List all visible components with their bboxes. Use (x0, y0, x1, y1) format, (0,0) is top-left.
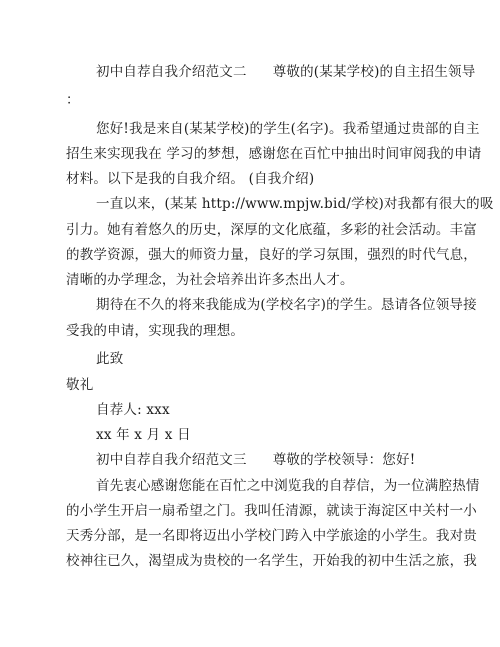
essay3-para1-line4: 校神往已久，渴望成为贵校的一名学生，开始我的初中生活之旅，我 (66, 553, 477, 569)
essay2-para2-line2: 引力。她有着悠久的历史，深厚的文化底蕴，多彩的社会活动。丰富 (66, 222, 477, 238)
essay2-greeting-tail: ： (66, 92, 80, 108)
signature-date: xx 年 x 月 x 日 (96, 427, 191, 443)
essay2-para1-line1: 您好!我是来自(某某学校)的学生(名字)。我希望通过贵部的自主 (96, 121, 480, 137)
essay2-title: 初中自荐自我介绍范文二 (96, 64, 247, 80)
essay3-greeting: 尊敬的学校领导：您好! (272, 452, 416, 468)
closing-salutation: 此致 (96, 351, 124, 367)
essay2-para2-line4: 清晰的办学理念，为社会培养出许多杰出人才。 (66, 272, 354, 288)
essay2-para2-line1: 一直以来，(某某 http://www.mpjw.bid/学校)对我都有很大的吸 (96, 196, 494, 212)
essay2-title-line (96, 63, 475, 81)
essay2-para3-line1: 期待在不久的将来我能成为(学校名字)的学生。恳请各位领导接 (96, 297, 477, 313)
essay3-title-line (96, 451, 415, 469)
essay3-title: 初中自荐自我介绍范文三 (96, 452, 247, 468)
essay3-para1-line2: 的小学生开启一扇希望之门。我叫任清源，就读于海淀区中关村一小 (66, 503, 477, 519)
essay2-para3-line2: 受我的申请，实现我的理想。 (66, 323, 245, 339)
essay2-greeting: 尊敬的(某某学校)的自主招生领导 (272, 64, 476, 80)
signer: 自荐人: xxx (96, 402, 170, 418)
essay2-para2-line3: 的教学资源，强大的师资力量，良好的学习氛围，强烈的时代气息， (66, 247, 477, 263)
essay3-para1-line3: 天秀分部，是一名即将迈出小学校门跨入中学旅途的小学生。我对贵 (66, 528, 477, 544)
essay3-para1-line1: 首先衷心感谢您能在百忙之中浏览我的自荐信，为一位满腔热情 (96, 478, 480, 494)
closing-regards: 敬礼 (66, 377, 94, 393)
essay2-para1-line2: 招生来实现我在 学习的梦想，感谢您在百忙中抽出时间审阅我的申请 (66, 146, 482, 162)
essay2-para1-line3: 材料。以下是我的自我介绍。 (自我介绍) (66, 171, 315, 187)
